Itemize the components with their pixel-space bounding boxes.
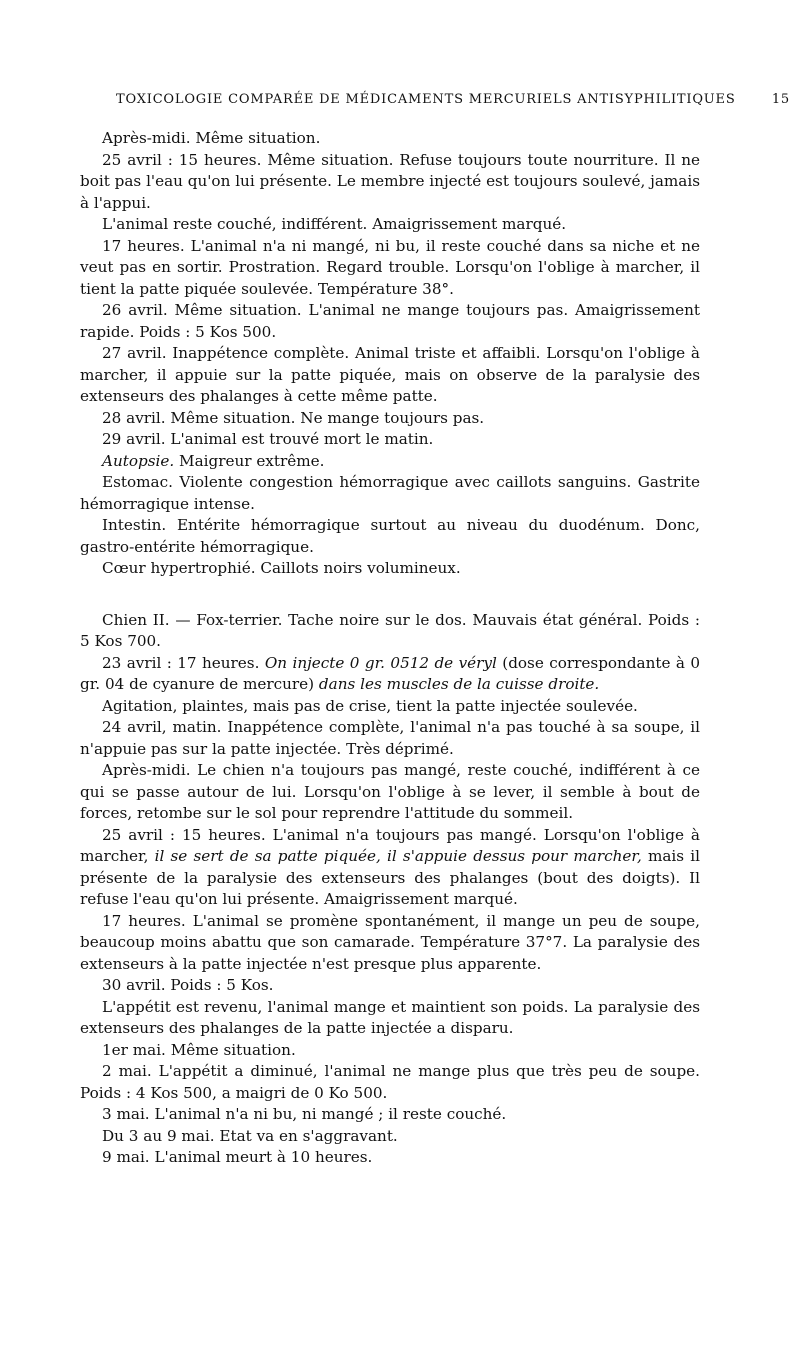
section-gap <box>80 580 700 610</box>
paragraph: Après-midi. Le chien n'a toujours pas mangé, reste couché, indifférent à ce qui se passe autour de lui. Lorsqu'on l'oblige à se lever, il semble à bout de forces, retombe sur le sol pour reprendre l'attitude du sommeil. <box>80 761 700 822</box>
dog-2-intro: Chien II. — Fox-terrier. Tache noire sur le dos. Mauvais état général. Poids : 5 Kos 700. <box>80 610 700 650</box>
injection-paragraph <box>80 653 700 696</box>
paragraph: 26 avril. Même situation. L'animal ne mange toujours pas. Amaigrissement rapide. Poids : 5 Kos 500. <box>80 301 700 341</box>
paragraph: Agitation, plaintes, mais pas de crise, tient la patte injectée soulevée. <box>102 696 638 715</box>
paragraph: L'animal reste couché, indifférent. Amaigrissement marqué. <box>102 215 567 233</box>
paragraph: 25 avril : 15 heures. Même situation. Refuse toujours toute nourriture. Il ne boit pas l'eau qu'on lui présente. Le membre injecté est toujours soulevé, jamais à l'appui. <box>80 150 700 212</box>
paragraph: Estomac. Violente congestion hémorragique avec caillots sanguins. Gastrite hémorragique intense. <box>80 473 700 513</box>
walk-paragraph <box>80 825 700 911</box>
paragraph: Intestin. Entérite hémorragique surtout au niveau du duodénum. Donc, gastro-entérite hémorragique. <box>80 516 700 556</box>
walk-suffix: mais il présente de la paralysie des extenseurs des phalanges (bout des doigts). Il refuse l'eau qu'on lui présente. Amaigrissement marqué. <box>80 847 700 908</box>
injection-equivalent: (dose correspondante à 0 gr. 04 de cyanure de mercure) <box>80 653 701 693</box>
paragraph: Cœur hypertrophié. Caillots noirs volumineux. <box>102 559 461 577</box>
paragraph: 29 avril. L'animal est trouvé mort le matin. <box>102 430 434 448</box>
paragraph: 17 heures. L'animal se promène spontanément, il mange un peu de soupe, beaucoup moins abattu que son camarade. Température 37°7. La paralysie des extenseurs à la patte injectée n'est presque plus apparente. <box>80 911 700 973</box>
page-number: 15 <box>771 92 790 107</box>
paragraph: 3 mai. L'animal n'a ni bu, ni mangé ; il reste couché. <box>102 1105 507 1123</box>
autopsy-text: Maigreur extrême. <box>174 451 325 470</box>
injection-date: 23 avril : 17 heures. <box>102 653 265 672</box>
paragraph: Après-midi. Même situation. <box>102 129 321 147</box>
running-title: TOXICOLOGIE COMPARÉE DE MÉDICAMENTS MERCURIELS ANTISYPHILITIQUES <box>116 92 736 107</box>
paragraph: L'appétit est revenu, l'animal mange et maintient son poids. La paralysie des extenseurs des phalanges de la patte injectée a disparu. <box>80 997 700 1037</box>
paragraph: 17 heures. L'animal n'a ni mangé, ni bu, il reste couché dans sa niche et ne veut pas en sortir. Prostration. Regard trouble. Lorsqu'on l'oblige à marcher, il tient la patte piquée soulevée. Température 38°. <box>80 236 700 298</box>
paragraph: 2 mai. L'appétit a diminué, l'animal ne mange plus que très peu de soupe. Poids : 4 Kos 500, a maigri de 0 Ko 500. <box>80 1062 700 1102</box>
paragraph: 28 avril. Même situation. Ne mange toujours pas. <box>102 408 485 427</box>
paragraph: 30 avril. Poids : 5 Kos. <box>102 976 274 994</box>
autopsy-paragraph <box>80 451 700 473</box>
running-header <box>80 92 790 112</box>
walk-italic: il se sert de sa patte piquée, il s'appuie dessus pour marcher, <box>154 847 642 865</box>
paragraph: 9 mai. L'animal meurt à 10 heures. <box>102 1148 373 1166</box>
paragraph: Du 3 au 9 mai. Etat va en s'aggravant. <box>102 1126 398 1145</box>
paragraph: 24 avril, matin. Inappétence complète, l'animal n'a pas touché à sa soupe, il n'appuie pas sur la patte injectée. Très déprimé. <box>80 718 700 758</box>
paragraph: 1er mai. Même situation. <box>102 1040 296 1059</box>
autopsy-label: Autopsie. <box>102 451 175 470</box>
walk-prefix: 25 avril : 15 heures. L'animal n'a toujours pas mangé. Lorsqu'on l'oblige à marcher, <box>80 825 700 865</box>
body-text <box>80 128 700 1169</box>
paragraph: 27 avril. Inappétence complète. Animal triste et affaibli. Lorsqu'on l'oblige à marcher, il appuie sur la patte piquée, mais on observe de la paralysie des extenseurs des phalanges à cette même patte. <box>80 344 700 405</box>
injection-dose: On injecte 0 gr. 0512 de véryl <box>264 653 497 672</box>
injection-site: dans les muscles de la cuisse droite. <box>318 675 600 693</box>
